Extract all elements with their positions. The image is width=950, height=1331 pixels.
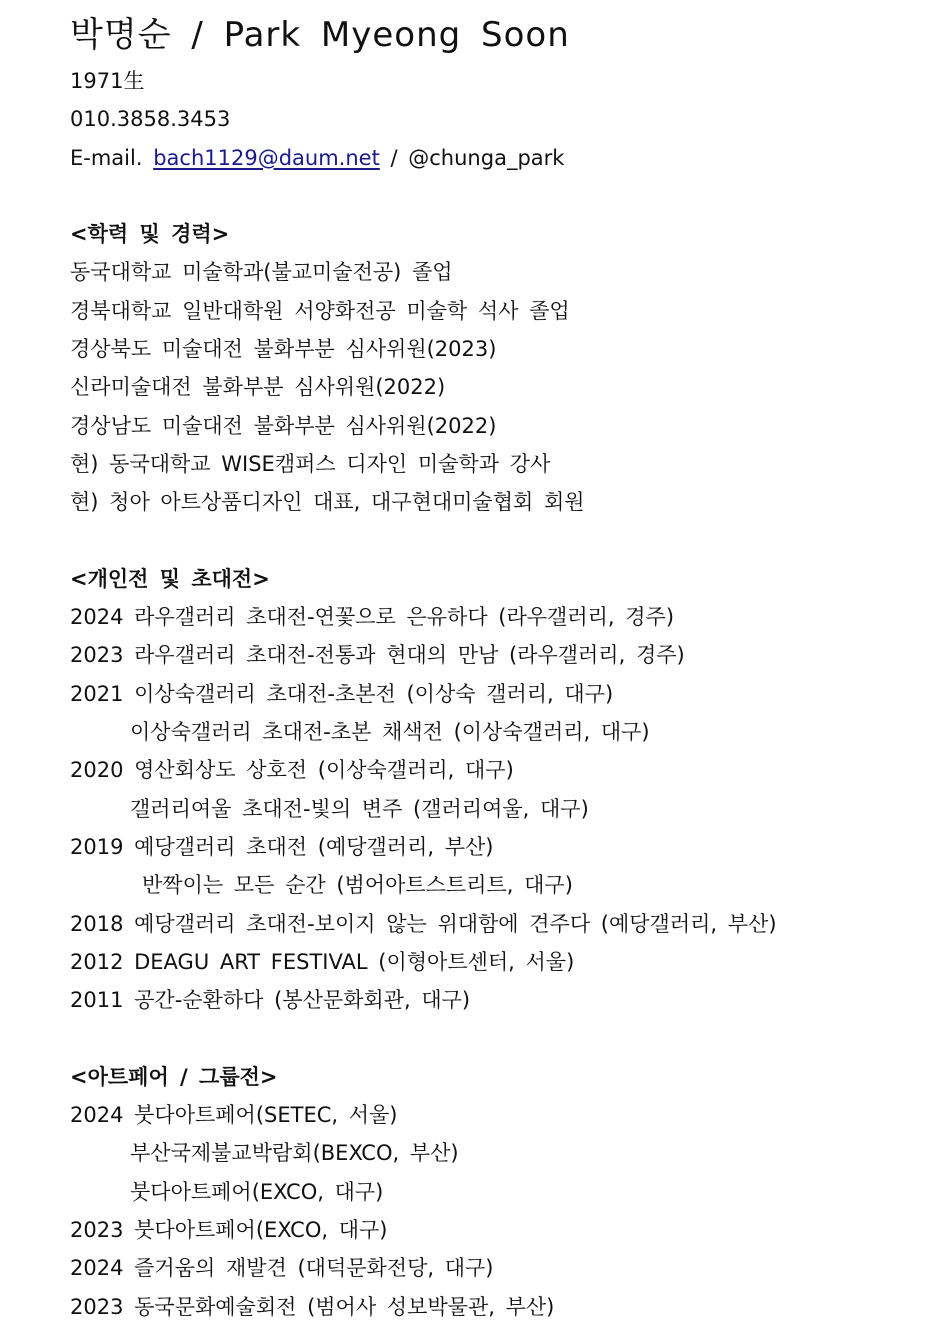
- birth-year: 1971生: [70, 69, 145, 93]
- group-item: 2023 붓다아트페어(EXCO, 대구): [70, 1217, 388, 1242]
- exhibition-item: 2023 라우갤러리 초대전-전통과 현대의 만남 (라우갤러리, 경주): [70, 643, 685, 668]
- contact-line: [70, 139, 930, 177]
- exhibition-item: 갤러리여울 초대전-빛의 변주 (갤러리여울, 대구): [130, 796, 589, 821]
- group-exhibitions-heading: <아트페어 / 그룹전>: [70, 1064, 278, 1089]
- group-item: 2024 붓다아트페어(SETEC, 서울): [70, 1103, 398, 1128]
- email-link[interactable]: bach1129@daum.net: [153, 145, 380, 170]
- exhibition-item: 2011 공간-순환하다 (봉산문화회관, 대구): [70, 988, 471, 1013]
- exhibition-item: 2024 라우갤러리 초대전-연꽃으로 은유하다 (라우갤러리, 경주): [70, 605, 675, 630]
- exhibition-item: 이상숙갤러리 초대전-초본 채색전 (이상숙갤러리, 대구): [130, 720, 650, 745]
- education-item: 현) 청아 아트상품디자인 대표, 대구현대미술협회 회원: [70, 490, 585, 515]
- solo-exhibitions-heading: <개인전 및 초대전>: [70, 566, 270, 591]
- education-item: 현) 동국대학교 WISE캠퍼스 디자인 미술학과 강사: [70, 451, 551, 476]
- education-heading: <학력 및 경력>: [70, 222, 230, 247]
- group-item: 부산국제불교박람회(BEXCO, 부산): [130, 1141, 459, 1166]
- contact-separator: /: [390, 145, 398, 170]
- document-page: [70, 12, 930, 1326]
- education-item: 동국대학교 미술학과(불교미술전공) 졸업: [70, 260, 453, 285]
- group-item: 2024 즐거움의 재발견 (대덕문화전당, 대구): [70, 1256, 494, 1281]
- phone-number: 010.3858.3453: [70, 107, 231, 132]
- exhibition-item: 반짝이는 모든 순간 (범어아트스트리트, 대구): [142, 873, 573, 898]
- exhibition-item: 2019 예당갤러리 초대전 (예당갤러리, 부산): [70, 834, 494, 859]
- email-label: E-mail.: [70, 145, 143, 170]
- page-title: 박명순 / Park Myeong Soon: [70, 15, 570, 55]
- education-item: 경상남도 미술대전 불화부분 심사위원(2022): [70, 413, 497, 438]
- exhibition-item: 2021 이상숙갤러리 초대전-초본전 (이상숙 갤러리, 대구): [70, 681, 614, 706]
- group-item: 붓다아트페어(EXCO, 대구): [130, 1179, 384, 1204]
- exhibition-item: 2018 예당갤러리 초대전-보이지 않는 위대함에 견주다 (예당갤러리, 부산): [70, 911, 777, 936]
- education-item: 경북대학교 일반대학원 서양화전공 미술학 석사 졸업: [70, 298, 570, 323]
- education-item: 신라미술대전 불화부분 심사위원(2022): [70, 375, 446, 400]
- education-item: 경상북도 미술대전 불화부분 심사위원(2023): [70, 337, 497, 362]
- exhibition-item: 2012 DEAGU ART FESTIVAL (이형아트센터, 서울): [70, 949, 575, 974]
- exhibition-item: 2020 영산회상도 상호전 (이상숙갤러리, 대구): [70, 758, 514, 783]
- group-item: 2023 동국문화예술회전 (범어사 성보박물관, 부산): [70, 1294, 555, 1319]
- sns-handle: @chunga_park: [408, 145, 565, 170]
